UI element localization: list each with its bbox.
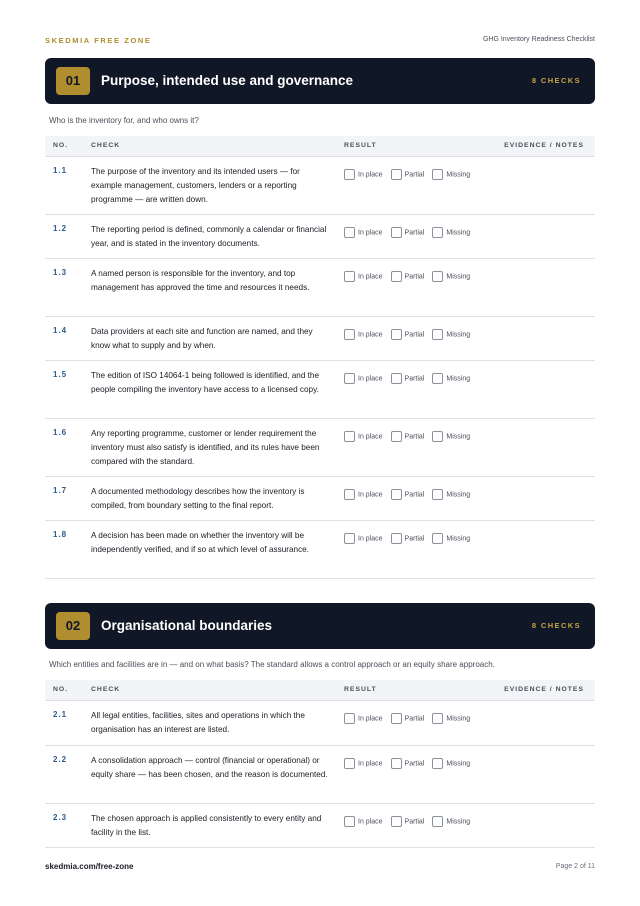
result-option-missing[interactable] bbox=[432, 813, 470, 825]
in-place-checkbox[interactable] bbox=[344, 816, 355, 827]
column-header-result: RESULT bbox=[344, 686, 377, 693]
missing-label: Missing bbox=[446, 229, 471, 237]
partial-checkbox[interactable] bbox=[391, 713, 402, 724]
partial-checkbox[interactable] bbox=[391, 271, 402, 282]
table-row bbox=[45, 746, 595, 804]
missing-label: Missing bbox=[446, 375, 471, 383]
partial-checkbox[interactable] bbox=[391, 816, 402, 827]
result-option-in-place[interactable] bbox=[344, 326, 383, 338]
result-option-in-place[interactable] bbox=[344, 710, 383, 722]
table-row bbox=[45, 521, 595, 579]
section-description: Who is the inventory for, and who owns it? bbox=[49, 116, 199, 125]
check-number: 2.1 bbox=[53, 710, 68, 719]
in-place-label: In place bbox=[358, 535, 383, 543]
column-header-evidence: EVIDENCE / NOTES bbox=[504, 142, 584, 149]
check-number: 2.3 bbox=[53, 813, 68, 822]
partial-label: Partial bbox=[404, 273, 425, 281]
evidence-notes-cell[interactable] bbox=[500, 804, 595, 847]
in-place-checkbox[interactable] bbox=[344, 169, 355, 180]
missing-checkbox[interactable] bbox=[432, 713, 443, 724]
missing-label: Missing bbox=[446, 818, 471, 826]
missing-checkbox[interactable] bbox=[432, 271, 443, 282]
result-option-in-place[interactable] bbox=[344, 428, 383, 440]
evidence-notes-cell[interactable] bbox=[500, 259, 595, 316]
in-place-label: In place bbox=[358, 818, 383, 826]
column-header-check: CHECK bbox=[91, 686, 121, 693]
check-text: A documented methodology describes how the inventory is compiled, from boundary setting to the final report. bbox=[91, 487, 305, 510]
table-row bbox=[45, 804, 595, 848]
check-number: 1.8 bbox=[53, 530, 68, 539]
result-options bbox=[344, 710, 478, 722]
result-options bbox=[344, 428, 478, 440]
result-option-missing[interactable] bbox=[432, 326, 470, 338]
table-row bbox=[45, 157, 595, 215]
check-number: 1.3 bbox=[53, 268, 68, 277]
section-number-badge: 01 bbox=[56, 67, 90, 95]
evidence-notes-cell[interactable] bbox=[500, 317, 595, 360]
result-option-missing[interactable] bbox=[432, 428, 470, 440]
missing-label: Missing bbox=[446, 535, 471, 543]
partial-label: Partial bbox=[404, 171, 425, 179]
column-header-check: CHECK bbox=[91, 142, 121, 149]
section-title: Organisational boundaries bbox=[101, 618, 273, 633]
in-place-checkbox[interactable] bbox=[344, 758, 355, 769]
missing-checkbox[interactable] bbox=[432, 431, 443, 442]
result-option-in-place[interactable] bbox=[344, 813, 383, 825]
partial-label: Partial bbox=[404, 331, 425, 339]
check-number: 1.4 bbox=[53, 326, 68, 335]
missing-checkbox[interactable] bbox=[432, 373, 443, 384]
partial-label: Partial bbox=[404, 535, 425, 543]
page-header bbox=[45, 36, 595, 48]
column-header-no: NO. bbox=[53, 142, 69, 149]
evidence-notes-cell[interactable] bbox=[500, 746, 595, 803]
missing-label: Missing bbox=[446, 171, 471, 179]
check-number: 1.6 bbox=[53, 428, 68, 437]
partial-checkbox[interactable] bbox=[391, 758, 402, 769]
table-row bbox=[45, 215, 595, 259]
in-place-label: In place bbox=[358, 433, 383, 441]
brand-name: SKEDMIA FREE ZONE bbox=[45, 36, 152, 45]
partial-checkbox[interactable] bbox=[391, 533, 402, 544]
partial-label: Partial bbox=[404, 760, 425, 768]
in-place-label: In place bbox=[358, 273, 383, 281]
check-text: A decision has been made on whether the inventory will be independently verified, and if so at which level of assurance. bbox=[91, 531, 310, 554]
missing-label: Missing bbox=[446, 760, 471, 768]
missing-checkbox[interactable] bbox=[432, 329, 443, 340]
column-header-evidence: EVIDENCE / NOTES bbox=[504, 686, 584, 693]
check-text: A consolidation approach — control (financial or operational) or equity share — has been chosen, and the reason is documented. bbox=[91, 756, 328, 779]
result-option-partial[interactable] bbox=[391, 486, 425, 498]
result-options bbox=[344, 530, 478, 542]
evidence-notes-cell[interactable] bbox=[500, 419, 595, 476]
column-header-no: NO. bbox=[53, 686, 69, 693]
check-number: 1.7 bbox=[53, 486, 68, 495]
page-number: Page 2 of 11 bbox=[555, 863, 595, 870]
in-place-checkbox[interactable] bbox=[344, 227, 355, 238]
table-row bbox=[45, 477, 595, 521]
partial-checkbox[interactable] bbox=[391, 169, 402, 180]
result-option-in-place[interactable] bbox=[344, 530, 383, 542]
result-option-missing[interactable] bbox=[432, 486, 470, 498]
section-description: Which entities and facilities are in — and on what basis? The standard allows a control approach or an equity share approach. bbox=[49, 660, 495, 669]
check-number: 2.2 bbox=[53, 755, 68, 764]
result-option-missing[interactable] bbox=[432, 370, 470, 382]
in-place-label: In place bbox=[358, 229, 383, 237]
section-banner-02 bbox=[45, 603, 595, 649]
result-option-missing[interactable] bbox=[432, 166, 470, 178]
result-option-in-place[interactable] bbox=[344, 224, 383, 236]
result-options bbox=[344, 486, 478, 498]
partial-label: Partial bbox=[404, 433, 425, 441]
table-row bbox=[45, 419, 595, 477]
result-options bbox=[344, 326, 478, 338]
check-text: A named person is responsible for the inventory, and top management has approved the time and resources it needs. bbox=[91, 269, 310, 292]
table-header bbox=[45, 136, 595, 157]
check-text: The edition of ISO 14064-1 being followed is identified, and the people compiling the inventory have access to a licensed copy. bbox=[91, 371, 320, 394]
partial-label: Partial bbox=[404, 491, 425, 499]
result-option-partial[interactable] bbox=[391, 530, 425, 542]
missing-label: Missing bbox=[446, 331, 471, 339]
missing-label: Missing bbox=[446, 715, 471, 723]
check-text: All legal entities, facilities, sites and operations in which the organisation has an interest are listed. bbox=[91, 711, 305, 734]
column-header-result: RESULT bbox=[344, 142, 377, 149]
in-place-label: In place bbox=[358, 715, 383, 723]
result-option-partial[interactable] bbox=[391, 755, 425, 767]
result-options bbox=[344, 370, 478, 382]
check-text: Data providers at each site and function are named, and they know what to supply and by when. bbox=[91, 327, 313, 350]
partial-label: Partial bbox=[404, 715, 425, 723]
result-option-missing[interactable] bbox=[432, 268, 470, 280]
partial-checkbox[interactable] bbox=[391, 373, 402, 384]
result-option-partial[interactable] bbox=[391, 166, 425, 178]
table-row bbox=[45, 259, 595, 317]
section-check-count: 8 CHECKS bbox=[531, 76, 581, 85]
evidence-notes-cell[interactable] bbox=[500, 361, 595, 418]
missing-checkbox[interactable] bbox=[432, 533, 443, 544]
in-place-label: In place bbox=[358, 491, 383, 499]
in-place-checkbox[interactable] bbox=[344, 713, 355, 724]
check-number: 1.1 bbox=[53, 166, 68, 175]
evidence-notes-cell[interactable] bbox=[500, 215, 595, 258]
in-place-checkbox[interactable] bbox=[344, 431, 355, 442]
result-option-in-place[interactable] bbox=[344, 268, 383, 280]
result-option-missing[interactable] bbox=[432, 710, 470, 722]
missing-checkbox[interactable] bbox=[432, 227, 443, 238]
result-option-partial[interactable] bbox=[391, 268, 425, 280]
check-text: The purpose of the inventory and its intended users — for example management, customers, lenders or a reporting programme — are written down. bbox=[91, 167, 300, 204]
missing-label: Missing bbox=[446, 273, 471, 281]
missing-label: Missing bbox=[446, 433, 471, 441]
result-option-missing[interactable] bbox=[432, 755, 470, 767]
section-number-badge: 02 bbox=[56, 612, 90, 640]
result-options bbox=[344, 755, 478, 767]
table-row bbox=[45, 701, 595, 746]
result-option-partial[interactable] bbox=[391, 224, 425, 236]
check-text: The chosen approach is applied consistently to every entity and facility in the list. bbox=[91, 814, 322, 837]
result-option-in-place[interactable] bbox=[344, 166, 383, 178]
evidence-notes-cell[interactable] bbox=[500, 477, 595, 520]
document-title: GHG Inventory Readiness Checklist bbox=[482, 36, 595, 43]
partial-label: Partial bbox=[404, 375, 425, 383]
partial-checkbox[interactable] bbox=[391, 431, 402, 442]
footer-url[interactable]: skedmia.com/free-zone bbox=[45, 862, 134, 871]
missing-label: Missing bbox=[446, 491, 471, 499]
missing-checkbox[interactable] bbox=[432, 816, 443, 827]
partial-checkbox[interactable] bbox=[391, 227, 402, 238]
result-option-partial[interactable] bbox=[391, 710, 425, 722]
in-place-checkbox[interactable] bbox=[344, 271, 355, 282]
missing-checkbox[interactable] bbox=[432, 489, 443, 500]
in-place-checkbox[interactable] bbox=[344, 329, 355, 340]
in-place-checkbox[interactable] bbox=[344, 533, 355, 544]
in-place-checkbox[interactable] bbox=[344, 489, 355, 500]
evidence-notes-cell[interactable] bbox=[500, 521, 595, 578]
check-text: The reporting period is defined, commonly a calendar or financial year, and is stated in the inventory documents. bbox=[91, 225, 327, 248]
result-options bbox=[344, 224, 478, 236]
partial-label: Partial bbox=[404, 818, 425, 826]
result-option-missing[interactable] bbox=[432, 530, 470, 542]
result-option-partial[interactable] bbox=[391, 326, 425, 338]
in-place-label: In place bbox=[358, 331, 383, 339]
result-option-partial[interactable] bbox=[391, 813, 425, 825]
evidence-notes-cell[interactable] bbox=[500, 157, 595, 214]
section-banner-01 bbox=[45, 58, 595, 104]
result-option-in-place[interactable] bbox=[344, 370, 383, 382]
in-place-label: In place bbox=[358, 171, 383, 179]
table-row bbox=[45, 361, 595, 419]
result-option-in-place[interactable] bbox=[344, 486, 383, 498]
partial-checkbox[interactable] bbox=[391, 489, 402, 500]
missing-checkbox[interactable] bbox=[432, 758, 443, 769]
result-option-in-place[interactable] bbox=[344, 755, 383, 767]
partial-checkbox[interactable] bbox=[391, 329, 402, 340]
evidence-notes-cell[interactable] bbox=[500, 701, 595, 745]
check-text: Any reporting programme, customer or lender requirement the inventory must also satisfy is identified, and its rules have been compared with the standard. bbox=[91, 429, 320, 466]
result-option-partial[interactable] bbox=[391, 428, 425, 440]
in-place-label: In place bbox=[358, 375, 383, 383]
check-number: 1.5 bbox=[53, 370, 68, 379]
table-row bbox=[45, 317, 595, 361]
missing-checkbox[interactable] bbox=[432, 169, 443, 180]
in-place-checkbox[interactable] bbox=[344, 373, 355, 384]
table-header bbox=[45, 680, 595, 701]
result-options bbox=[344, 268, 478, 280]
result-options bbox=[344, 813, 478, 825]
partial-label: Partial bbox=[404, 229, 425, 237]
section-check-count: 8 CHECKS bbox=[531, 621, 581, 630]
result-options bbox=[344, 166, 478, 178]
in-place-label: In place bbox=[358, 760, 383, 768]
check-number: 1.2 bbox=[53, 224, 68, 233]
section-title: Purpose, intended use and governance bbox=[101, 73, 354, 88]
result-option-missing[interactable] bbox=[432, 224, 470, 236]
result-option-partial[interactable] bbox=[391, 370, 425, 382]
